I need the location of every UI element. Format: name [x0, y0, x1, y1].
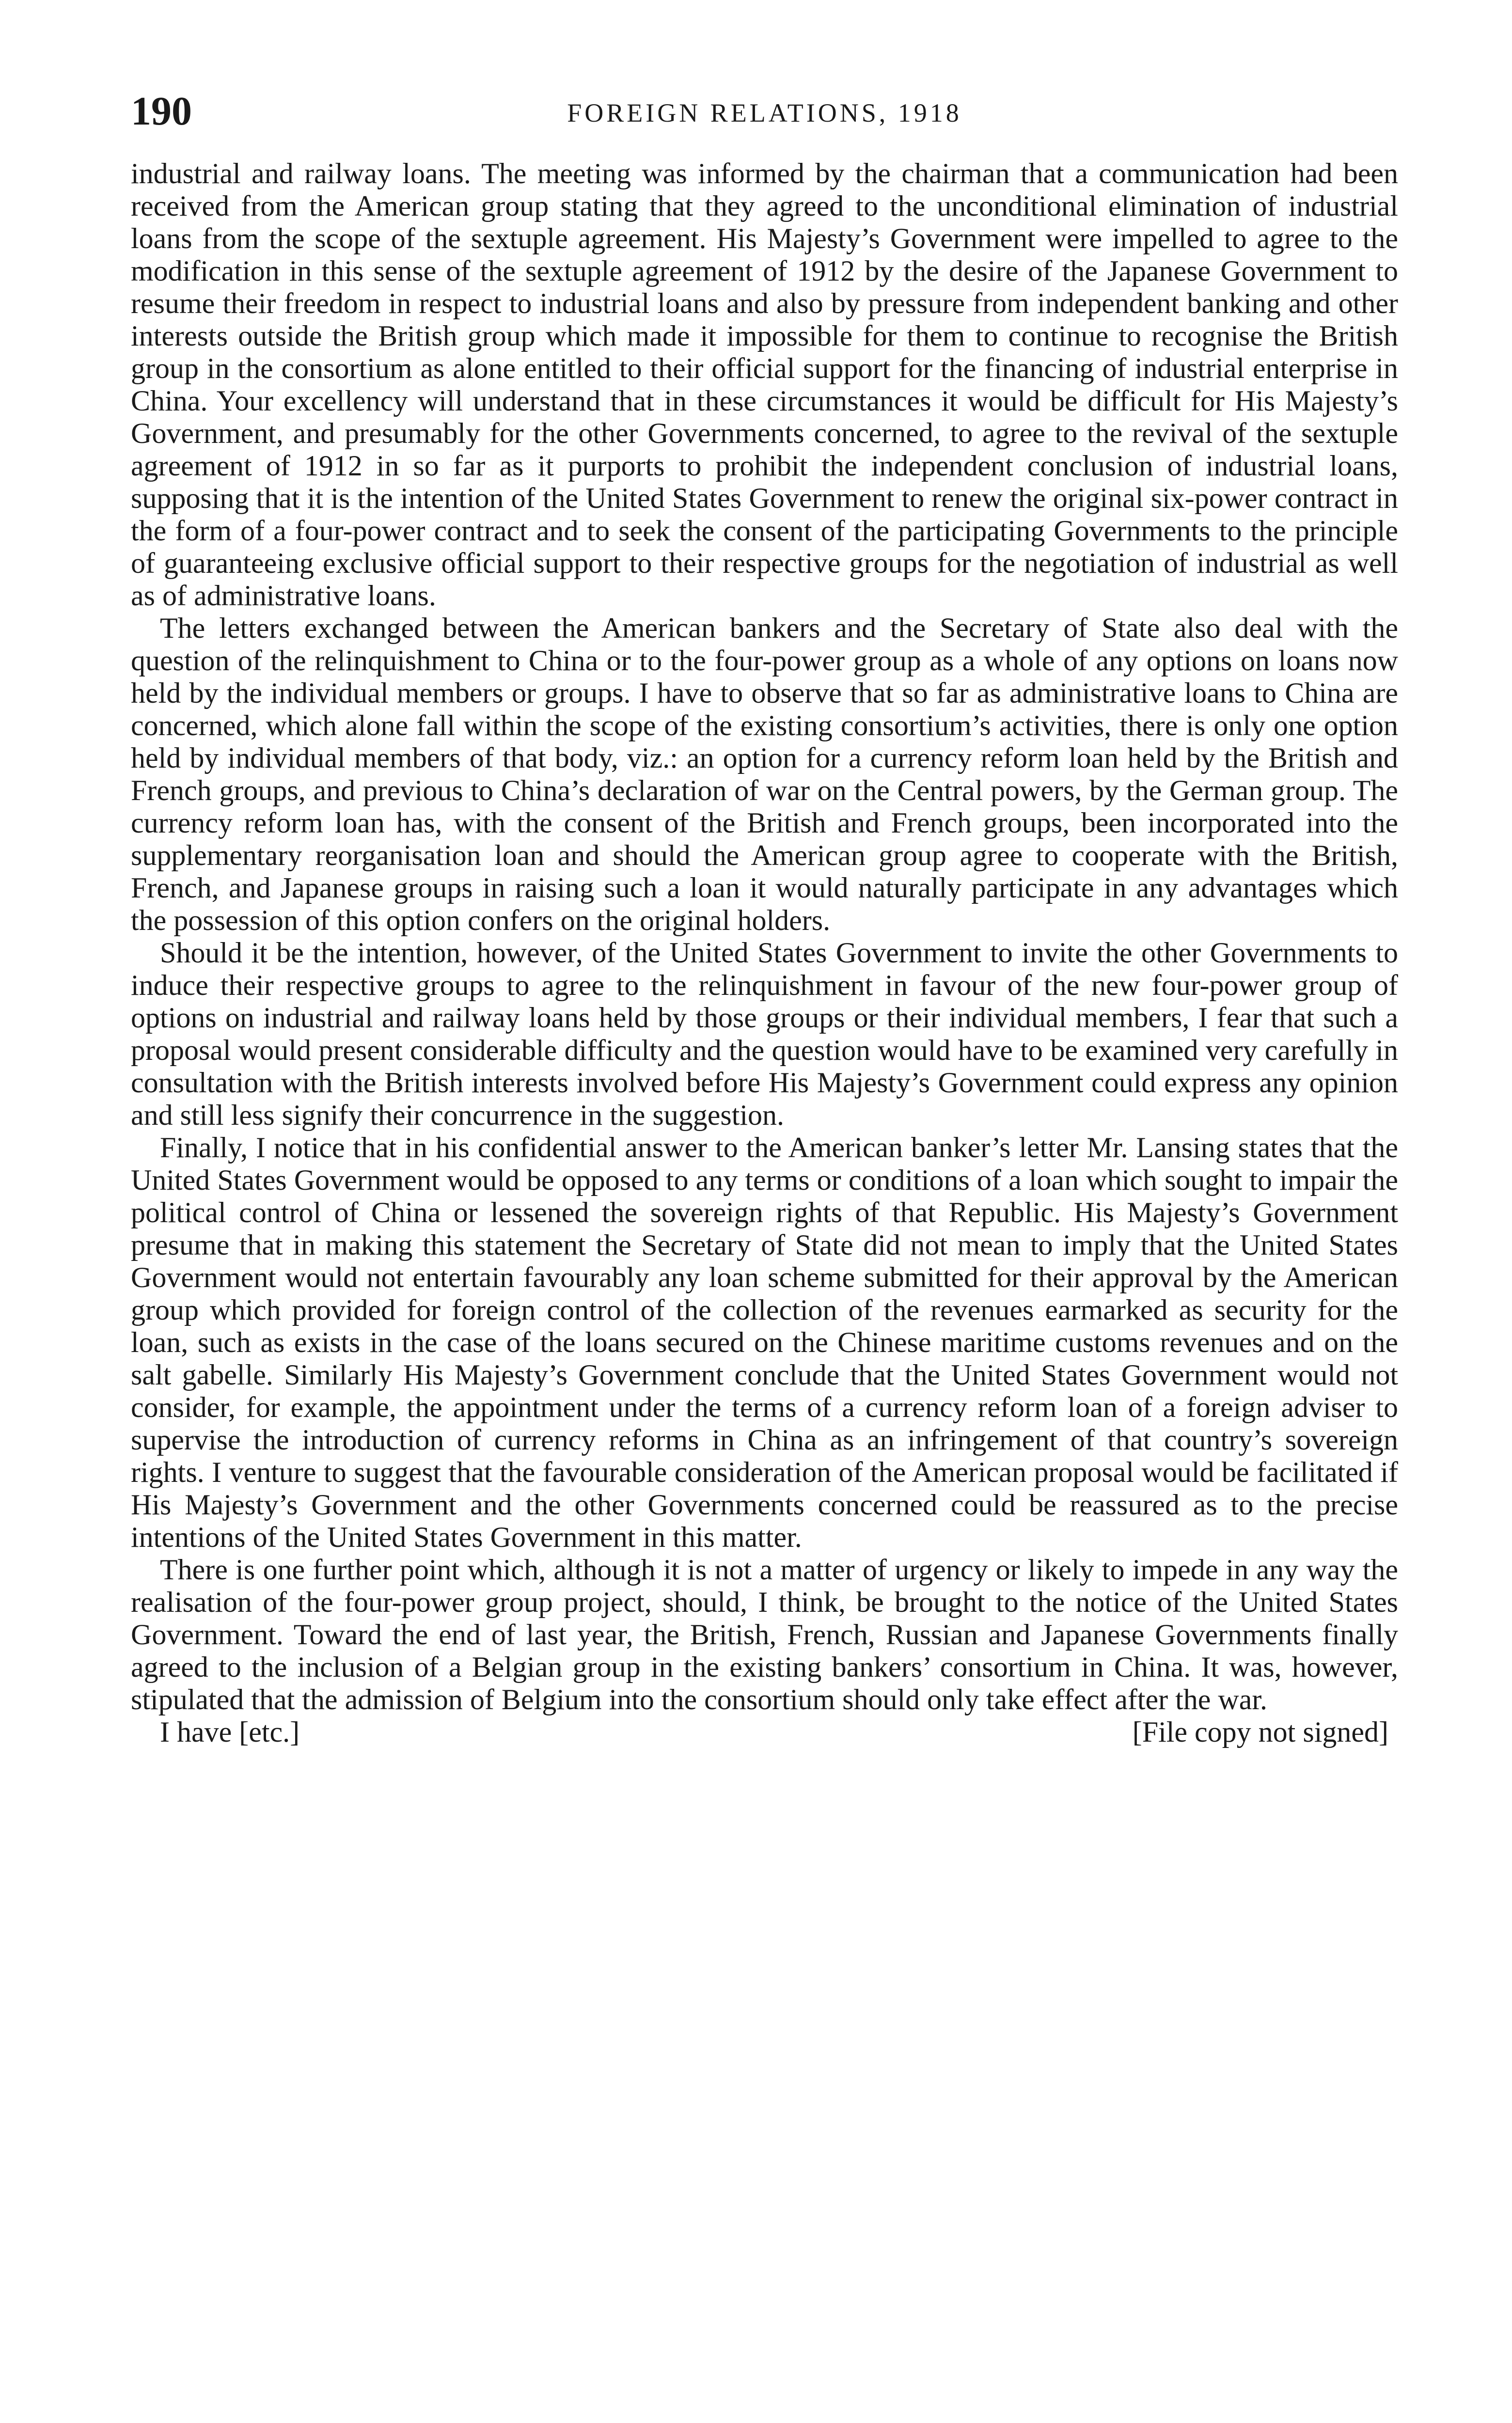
paragraph-3: Should it be the intention, however, of the United States Government to invite the other Governments to induce their respective groups to agree to the relinquishment in favour of the new four-power group of options on industrial and railway loans held by those groups or their individual members, I fear that such a proposal would present considerable difficulty and the question would have to be examined very carefully in consultation with the British interests involved before His Majesty’s Government could express any opinion and still less signify their concurrence in the suggestion. — [131, 937, 1398, 1131]
paragraph-4: Finally, I notice that in his confidential answer to the American banker’s letter Mr. Lansing states that the United States Government would be opposed to any terms or conditions of a loan which sought to impair the political control of China or lessened the sovereign rights of that Republic. His Majesty’s Government presume that in making this statement the Secretary of State did not mean to imply that the United States Government would not entertain favourably any loan scheme submitted for their approval by the American group which provided for foreign control of the collection of the revenues earmarked as security for the loan, such as exists in the case of the loans secured on the Chinese maritime customs revenues and on the salt gabelle. Similarly His Majesty’s Government conclude that the United States Government would not consider, for example, the appointment under the terms of a currency reform loan of a foreign adviser to supervise the introduction of currency reforms in China as an infringement of that country’s sovereign rights. I venture to suggest that the favourable consideration of the American proposal would be facilitated if His Majesty’s Government and the other Governments concerned could be reassured as to the precise intentions of the United States Government in this matter. — [131, 1132, 1398, 1553]
page-header — [131, 85, 1398, 157]
file-copy-note: [File copy not signed] — [1132, 1716, 1388, 1748]
closing-line — [131, 1716, 1398, 1748]
paragraph-5: There is one further point which, although it is not a matter of urgency or likely to impede in any way the realisation of the four-power group project, should, I think, be brought to the notice of the United States Government. Toward the end of last year, the British, French, Russian and Japanese Governments finally agreed to the inclusion of a Belgian group in the existing bankers’ consortium in China. It was, however, stipulated that the admission of Belgium into the consortium should only take effect after the war. — [131, 1554, 1398, 1715]
paragraph-2: The letters exchanged between the American bankers and the Secretary of State also deal with the question of the relinquishment to China or to the four-power group as a whole of any options on loans now held by the individual members or groups. I have to observe that so far as administrative loans to China are concerned, which alone fall within the scope of the existing consortium’s activities, there is only one option held by individual members of that body, viz.: an option for a currency reform loan held by the British and French groups, and previous to China’s declaration of war on the Central powers, by the German group. The currency reform loan has, with the consent of the British and French groups, been incorporated into the supplementary reorganisation loan and should the American group agree to cooperate with the British, French, and Japanese groups in raising such a loan it would naturally participate in any advantages which the possession of this option confers on the original holders. — [131, 612, 1398, 936]
page-number: 190 — [131, 89, 192, 134]
closing-salutation: I have [etc.] — [160, 1716, 300, 1748]
running-head: FOREIGN RELATIONS, 1918 — [567, 98, 962, 127]
paragraph-1: industrial and railway loans. The meeting was informed by the chairman that a communication had been received from the American group stating that they agreed to the unconditional elimination of industrial loans from the scope of the sextuple agreement. His Majesty’s Government were impelled to agree to the modification in this sense of the sextuple agreement of 1912 by the desire of the Japanese Government to resume their freedom in respect to industrial loans and also by pressure from independent banking and other interests outside the British group which made it impossible for them to continue to recognise the British group in the consortium as alone entitled to their official support for the financing of industrial enterprise in China. Your excellency will understand that in these circumstances it would be difficult for His Majesty’s Government, and presumably for the other Governments concerned, to agree to the revival of the sextuple agreement of 1912 in so far as it purports to prohibit the independent conclusion of industrial loans, supposing that it is the intention of the United States Government to renew the original six-power contract in the form of a four-power contract and to seek the consent of the participating Governments to the principle of guaranteeing exclusive official support to their respective groups for the negotiation of industrial as well as of administrative loans. — [131, 157, 1398, 612]
document-page — [131, 85, 1398, 2423]
body-text — [131, 157, 1398, 1716]
